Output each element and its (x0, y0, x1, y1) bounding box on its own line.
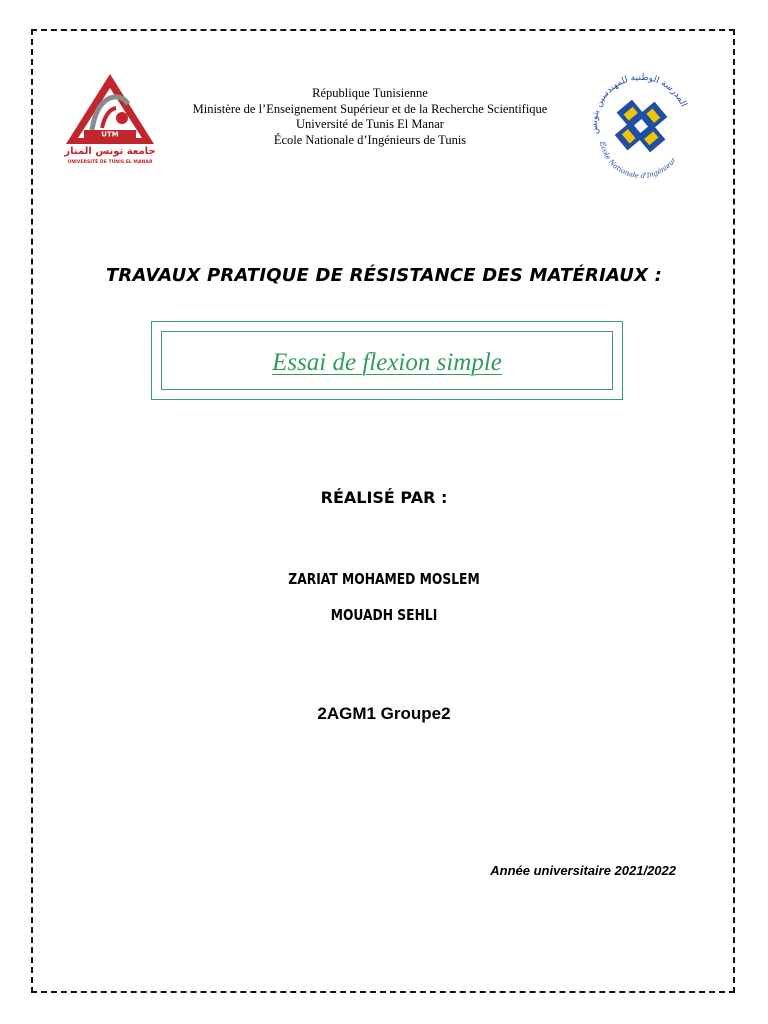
enit-arabic: المدرسة الوطنية للمهندسين بتونس (589, 72, 689, 135)
author-name-2: MOUADH SEHLI (330, 606, 438, 624)
utm-arabic: جامعة تونس المنار (64, 146, 156, 157)
subject-inner-frame (161, 331, 613, 390)
subject-frame (151, 321, 623, 400)
group-label: 2AGM1 Groupe2 (317, 704, 451, 723)
realise-par-label: RÉALISÉ PAR : (320, 488, 448, 507)
enit-logo (584, 64, 696, 186)
utm-logo (62, 70, 158, 166)
author-name-1: ZARIAT MOHAMED MOSLEM (288, 570, 480, 588)
utm-letters: UTM (101, 130, 119, 139)
header-line-ministry: Ministère de l’Enseignement Supérieur et de la Recherche Scientifique (192, 101, 548, 116)
academic-year: Année universitaire 2021/2022 (490, 863, 676, 878)
header-block (160, 86, 580, 148)
header-line-university: Université de Tunis El Manar (296, 117, 444, 131)
header-line-republic: République Tunisienne (312, 86, 428, 100)
enit-caption: École Nationale d'Ingénieur (597, 140, 678, 181)
subject-title: Essai de flexion simple (272, 349, 502, 376)
document-title: TRAVAUX PRATIQUE DE RÉSISTANCE DES MATÉRIAUX : (105, 265, 663, 286)
utm-caption: UNIVERSITÉ DE TUNIS EL MANAR (67, 160, 153, 165)
header-line-school: École Nationale d’Ingénieurs de Tunis (273, 132, 467, 147)
